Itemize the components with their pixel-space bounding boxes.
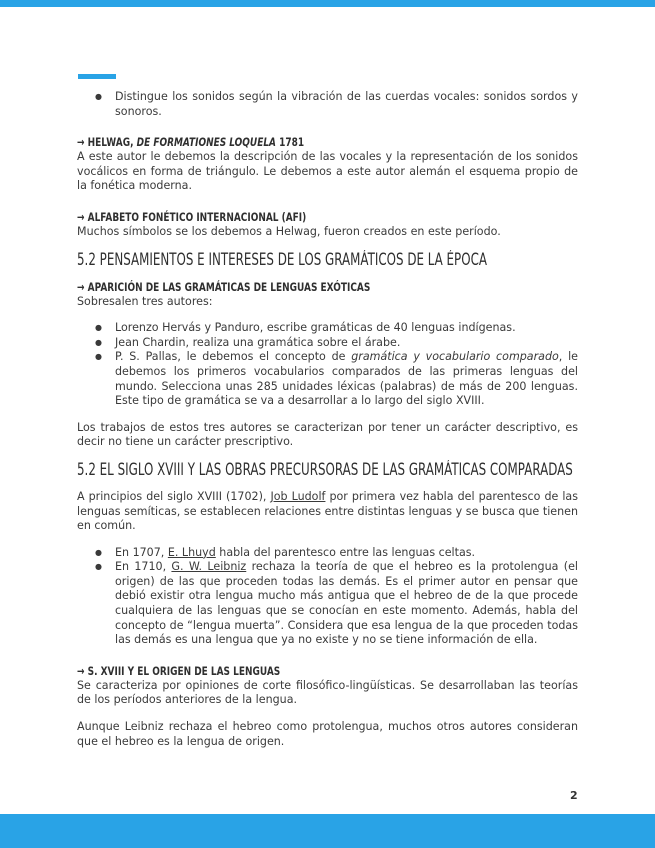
helwag-paragraph: A este autor le debemos la descripción de las vocales y la representación de los sonidos vocálicos en forma de triángulo. Le debemos a este autor alemán el esquema propio de la fonética moderna. [77,150,578,193]
list-item: ● En 1707, E. Lhuyd habla del parentesco entre las lenguas celtas. [115,546,578,561]
list-item: ● Distingue los sonidos según la vibración de las cuerdas vocales: sonidos sordos y sonoros. [115,90,578,119]
helwag-heading: → HELWAG, DE FORMATIONES LOQUELA 1781 [77,135,305,150]
section-title-pensamientos: 5.2 PENSAMIENTOS E INTERESES DE LOS GRAMÁTICOS DE LA ÉPOCA [77,249,487,269]
list-item: ● Lorenzo Hervás y Panduro, escribe gramáticas de 40 lenguas indígenas. [115,321,578,336]
exoticas-heading: → APARICIÓN DE LAS GRAMÁTICAS DE LENGUAS EXÓTICAS [77,279,371,294]
leibniz-link[interactable]: G. W. Leibniz [171,560,247,574]
ludolf-paragraph: A principios del siglo XVIII (1702), Job Ludolf por primera vez habla del parentesco de las lenguas semíticas, se establecen relaciones entre distintas lenguas y se busca que tienen en común. [77,489,578,533]
ludolf-link[interactable]: Job Ludolf [270,489,326,503]
section-title-siglo-xviii: 5.2 EL SIGLO XVIII Y LAS OBRAS PRECURSORAS DE LAS GRAMÁTICAS COMPARADAS [77,459,573,479]
page-number: 2 [570,789,578,802]
origen-paragraph-2: Aunque Leibniz rechaza el hebreo como protolengua, muchos otros autores consideran que el hebreo es la lengua de origen. [77,720,578,748]
autores-closing-paragraph: Los trabajos de estos tres autores se caracterizan por tener un carácter descriptivo, es decir no tiene un carácter prescriptivo. [77,420,578,449]
afi-paragraph: Muchos símbolos se los debemos a Helwag, fueron creados en este período. [77,224,501,238]
top-accent-bar [0,0,655,7]
list-item: ● En 1710, G. W. Leibniz rechaza la teoría de que el hebreo es la protolengua (el origen) de las que proceden todas las demás. Es el primer autor en pensar que debió existir otra lengua mucho más antigua que el hebreo de de la que procede cualquiera de las lenguas que se conocían en este momento. Además, habla del concepto de “lengua muerta”. Considera que esa lengua de la que proceden todas las demás es una lengua que ya no existe y no se tiene información de ella. [115,560,578,648]
list-item: ● P. S. Pallas, le debemos el concepto de gramática y vocabulario comparado, le debemos los primeros vocabularios comparados de las primeras lenguas del mundo. Selecciona unas 285 unidades léxicas (palabras) de más de 200 lenguas. Este tipo de gramática se va a desarrollar a lo largo del siglo XVIII. [115,350,578,408]
accent-rule [78,74,116,79]
list-item: ● Jean Chardin, realiza una gramática sobre el árabe. [115,336,578,351]
lhuyd-link[interactable]: E. Lhuyd [167,545,216,559]
bullet-list-top [77,90,578,119]
exoticas-intro: Sobresalen tres autores: [77,294,213,308]
origen-paragraph-1: Se caracteriza por opiniones de corte filosófico-lingüísticas. Se desarrollaban las teorías de los períodos anteriores de la lengua. [77,678,578,707]
afi-heading: → ALFABETO FONÉTICO INTERNACIONAL (AFI) [77,209,307,224]
origen-heading: → S. XVIII Y EL ORIGEN DE LAS LENGUAS [77,663,281,678]
bullet-list-autores [77,321,578,409]
bullet-list-precursores [77,546,578,648]
document-body [77,90,578,749]
bottom-accent-bar [0,814,655,848]
